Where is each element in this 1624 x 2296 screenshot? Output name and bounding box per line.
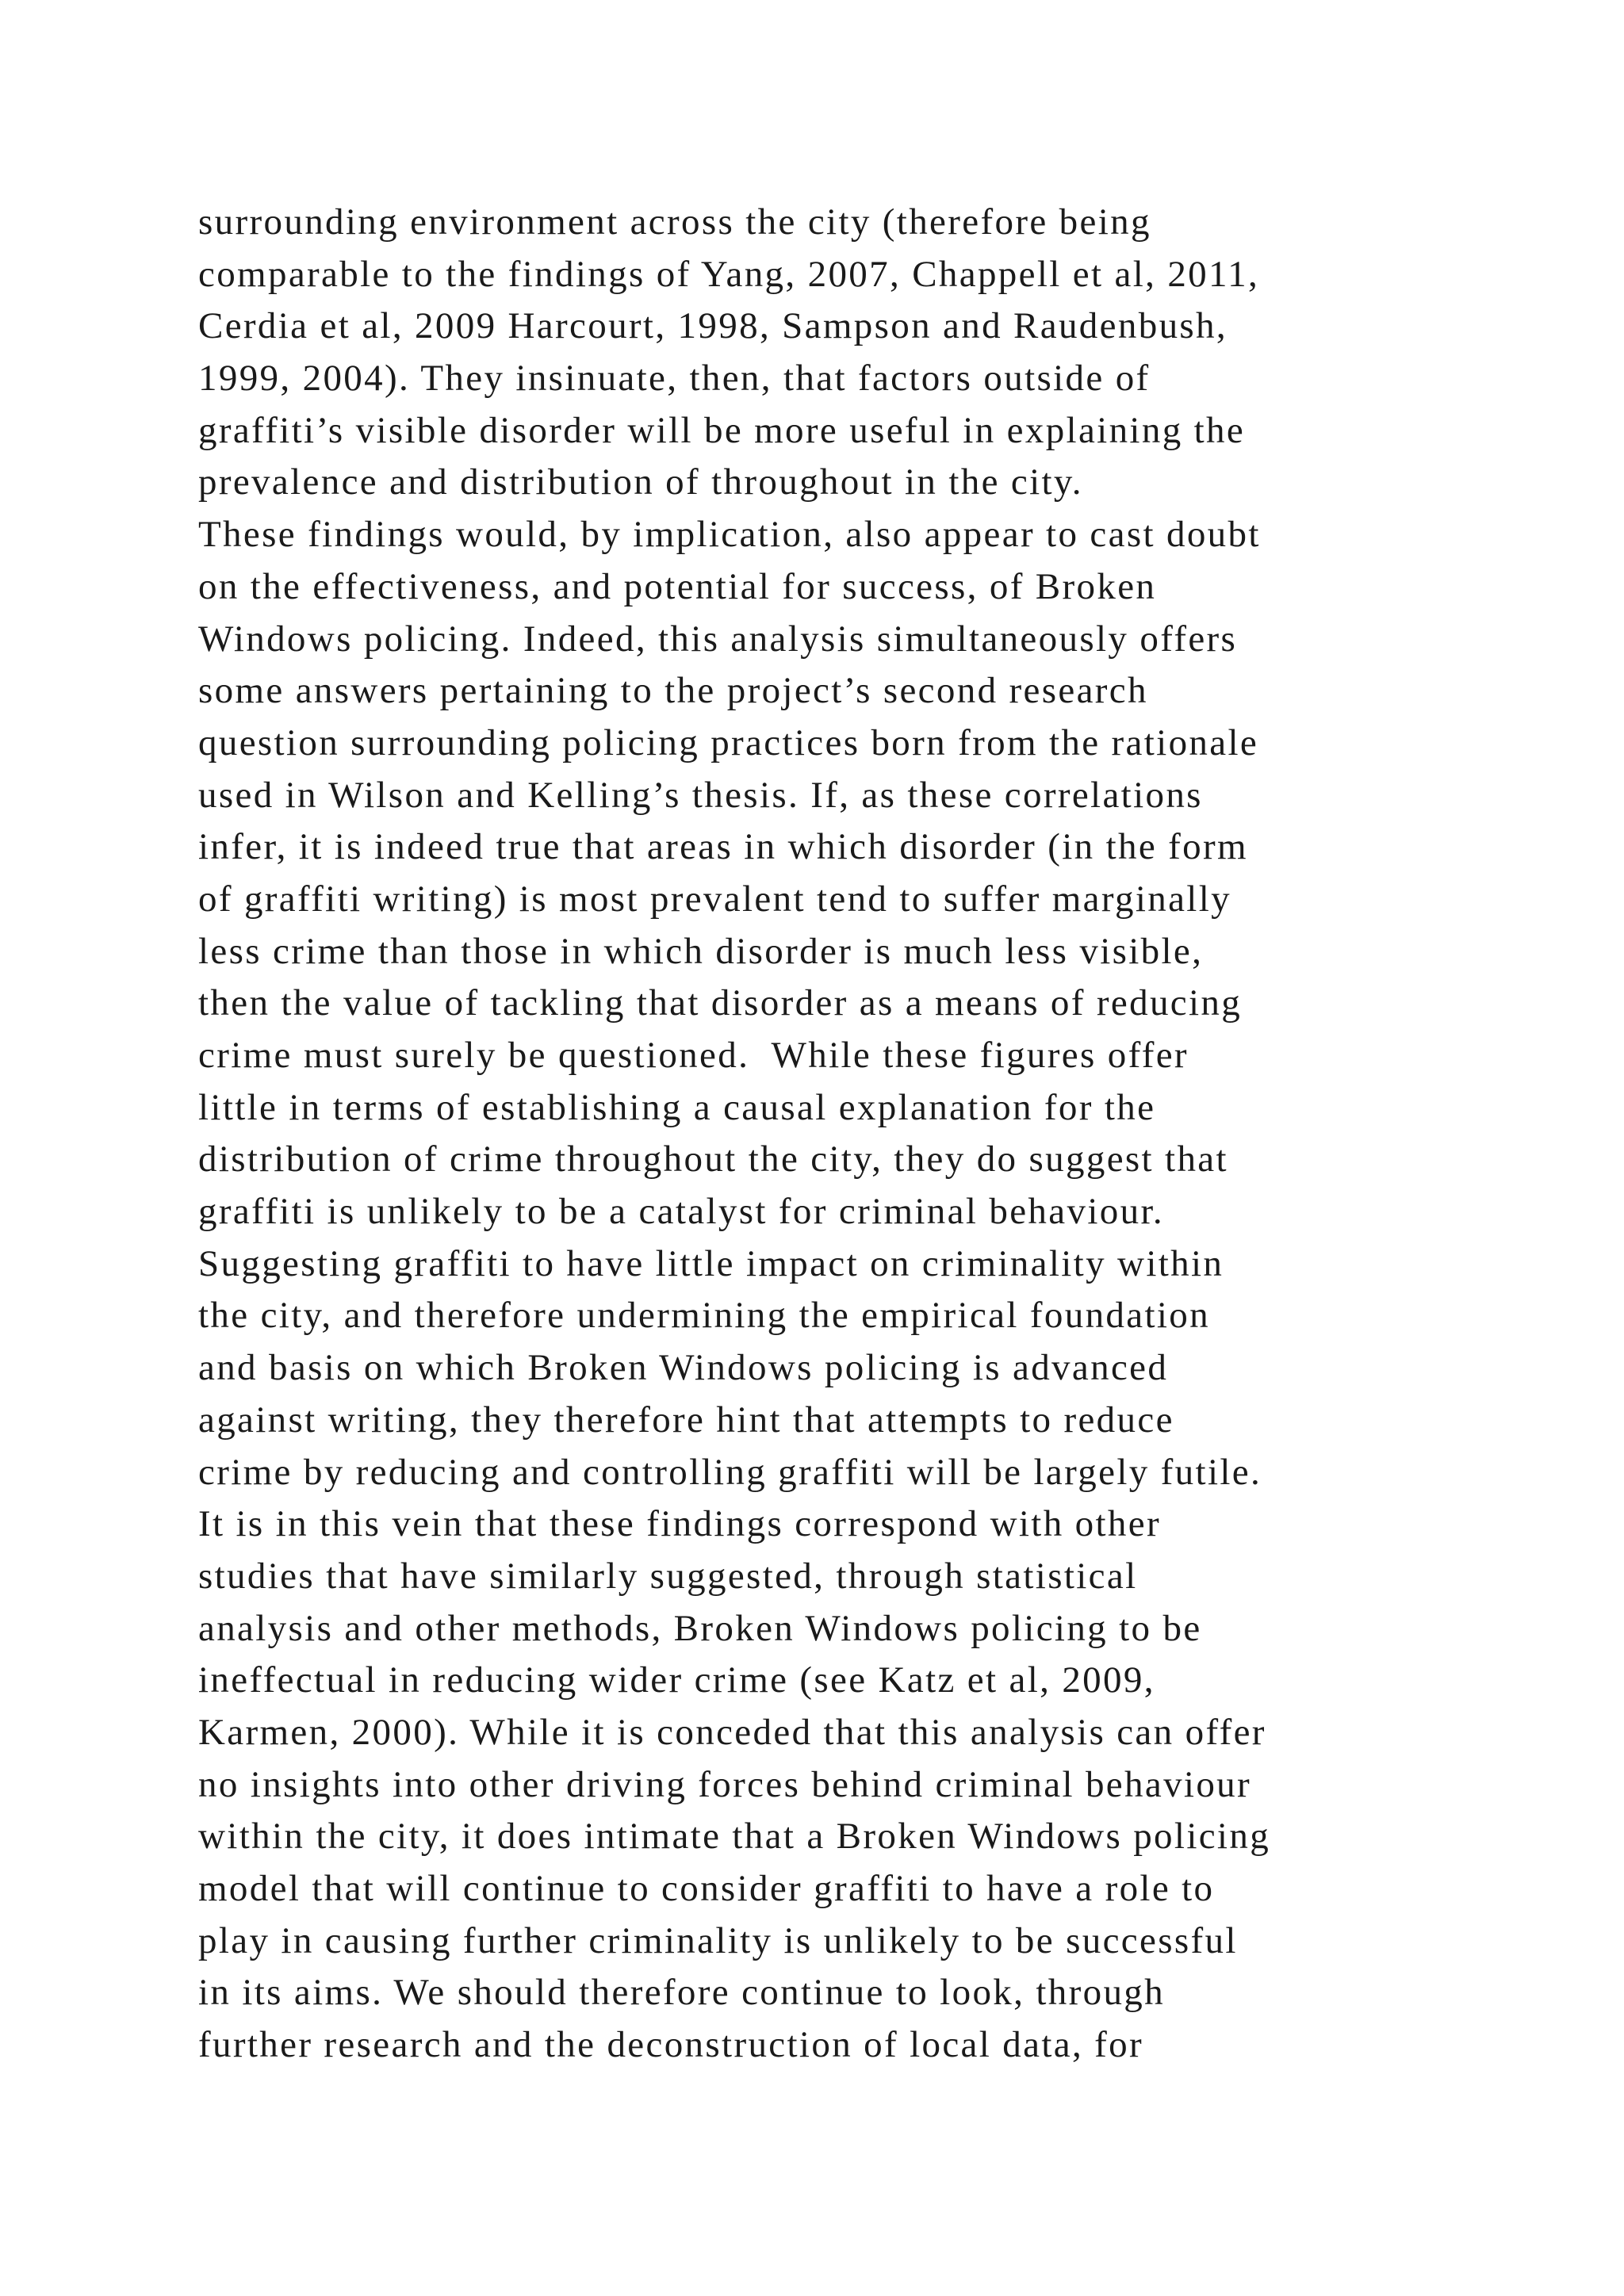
text-line: crime must surely be questioned. While these figures offer [198, 1035, 1189, 1076]
text-line: It is in this vein that these findings correspond with other [198, 1503, 1161, 1545]
text-line: no insights into other driving forces behind criminal behaviour [198, 1763, 1252, 1805]
text-line: graffiti is unlikely to be a catalyst for criminal behaviour. [198, 1191, 1164, 1233]
text-line: question surrounding policing practices born from the rationale [198, 721, 1259, 763]
text-line: in its aims. We should therefore continue to look, through [198, 1972, 1165, 2014]
text-line: within the city, it does intimate that a Broken Windows policing [198, 1816, 1271, 1858]
text-line: comparable to the findings of Yang, 2007, Chappell et al, 2011, [198, 253, 1260, 295]
text-line: model that will continue to consider graffiti to have a role to [198, 1868, 1215, 1909]
text-line: studies that have similarly suggested, through statistical [198, 1555, 1138, 1597]
text-line: and basis on which Broken Windows policing is advanced [198, 1347, 1169, 1389]
text-line: infer, it is indeed true that areas in which disorder (in the form [198, 826, 1248, 868]
text-line: the city, and therefore undermining the empirical foundation [198, 1295, 1210, 1337]
text-line: little in terms of establishing a causal explanation for the [198, 1086, 1156, 1128]
text-line: then the value of tackling that disorder as a means of reducing [198, 982, 1243, 1024]
text-line: Suggesting graffiti to have little impact on criminality within [198, 1242, 1224, 1284]
text-line: Karmen, 2000). While it is conceded that this analysis can offer [198, 1711, 1266, 1753]
text-line: surrounding environment across the city (therefore being [198, 201, 1151, 243]
text-line: Windows policing. Indeed, this analysis simultaneously offers [198, 618, 1238, 660]
text-line: analysis and other methods, Broken Windows policing to be [198, 1607, 1202, 1649]
text-line: Cerdia et al, 2009 Harcourt, 1998, Sampson and Raudenbush, [198, 305, 1228, 347]
text-line: These findings would, by implication, also appear to cast doubt [198, 514, 1261, 556]
body-text [198, 197, 1499, 2072]
text-line: against writing, they therefore hint that attempts to reduce [198, 1399, 1174, 1441]
text-line: graffiti’s visible disorder will be more useful in explaining the [198, 409, 1246, 451]
text-line: prevalence and distribution of throughout in the city. [198, 461, 1083, 503]
text-line: distribution of crime throughout the city, they do suggest that [198, 1138, 1228, 1181]
text-line: crime by reducing and controlling graffiti will be largely futile. [198, 1451, 1262, 1493]
text-line: 1999, 2004). They insinuate, then, that factors outside of [198, 358, 1151, 400]
text-line: some answers pertaining to the project’s second research [198, 670, 1148, 712]
text-line: less crime than those in which disorder is much less visible, [198, 930, 1204, 972]
text-line: used in Wilson and Kelling’s thesis. If, as these correlations [198, 774, 1203, 816]
text-line: on the effectiveness, and potential for success, of Broken [198, 565, 1157, 607]
text-line: play in causing further criminality is unlikely to be successful [198, 1919, 1238, 1961]
text-line: ineffectual in reducing wider crime (see Katz et al, 2009, [198, 1659, 1155, 1701]
text-line: further research and the deconstruction of local data, for [198, 2024, 1144, 2066]
text-line: of graffiti writing) is most prevalent tend to suffer marginally [198, 878, 1231, 920]
